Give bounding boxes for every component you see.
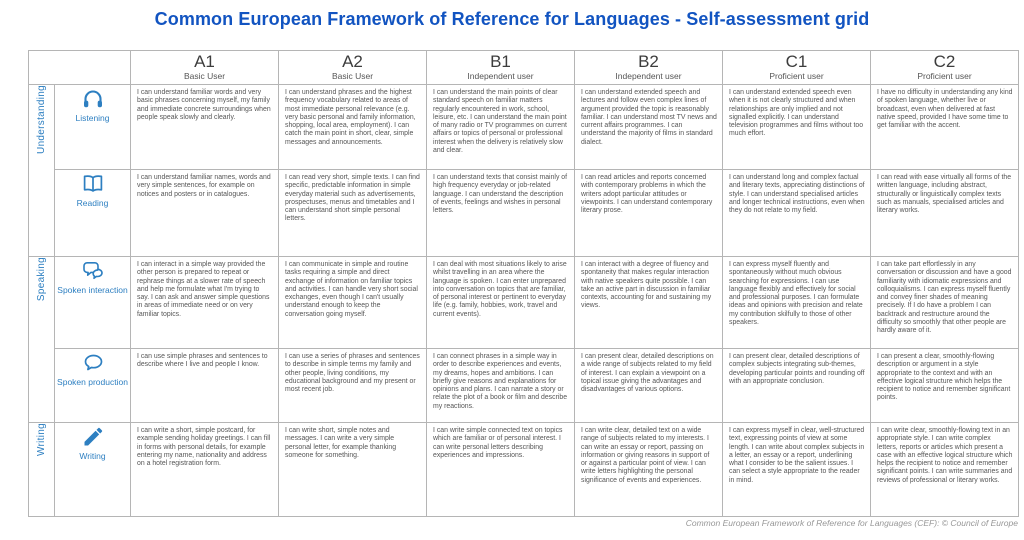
cell-spoken-interaction-b1: I can deal with most situations likely to arise whilst travelling in an area where the language is spoken. I can enter unprepared into conversation on topics that are familiar, of personal interest or pertinent to everyday life (e.g. family, hobbies, work, travel and current events).: [427, 257, 575, 349]
skill-reading: [55, 170, 131, 257]
cell-listening-c2: I have no difficulty in understanding any kind of spoken language, whether live or broadcast, even when delivered at fast native speed, provided I have some time to get familiar with the accent.: [871, 85, 1019, 170]
cell-spoken-production-a1: I can use simple phrases and sentences to describe where I live and people I know.: [131, 349, 279, 423]
pencil-icon: [81, 425, 105, 449]
open-book-icon: [81, 172, 105, 196]
row-spoken-production: [29, 349, 1019, 423]
skill-writing: [55, 423, 131, 517]
cell-spoken-production-a2: I can use a series of phrases and sentences to describe in simple terms my family and other people, living conditions, my educational background and my present or most recent job.: [279, 349, 427, 423]
cell-writing-b1: I can write simple connected text on topics which are familiar or of personal interest. I can write personal letters describing experiences and impressions.: [427, 423, 575, 517]
skill-spoken-production: [55, 349, 131, 423]
cell-writing-c2: I can write clear, smoothly-flowing text in an appropriate style. I can write complex letters, reports or articles which present a case with an effective logical structure which helps the recipient to notice and remember significant points. I can write summaries and reviews of professional or literary works.: [871, 423, 1019, 517]
level-header-c2: [871, 51, 1019, 85]
speech-bubble-icon: [81, 351, 105, 375]
level-code: C2: [933, 52, 956, 71]
level-code: B2: [638, 52, 659, 71]
level-code: C1: [785, 52, 808, 71]
cell-writing-b2: I can write clear, detailed text on a wide range of subjects related to my interests. I can write an essay or report, passing on information or giving reasons in support of or against a particular point of view. I can write letters highlighting the personal significance of events and experiences.: [575, 423, 723, 517]
section-label-text: Writing: [36, 423, 47, 457]
section-label-writing: [29, 423, 55, 517]
level-code: B1: [490, 52, 511, 71]
level-header-b2: [575, 51, 723, 85]
level-header-a1: [131, 51, 279, 85]
cell-listening-b2: I can understand extended speech and lectures and follow even complex lines of argument provided the topic is reasonably familiar. I can understand most TV news and current affairs programmes. I can understand the majority of films in standard dialect.: [575, 85, 723, 170]
cell-spoken-interaction-a1: I can interact in a simple way provided the other person is prepared to repeat or rephrase things at a slower rate of speech and help me formulate what I'm trying to say. I can ask and answer simple questions in areas of immediate need or on very familiar topics.: [131, 257, 279, 349]
cell-reading-b1: I can understand texts that consist mainly of high frequency everyday or job-related language. I can understand the description of events, feelings and wishes in personal letters.: [427, 170, 575, 257]
chat-bubbles-icon: [81, 259, 105, 283]
cell-reading-c1: I can understand long and complex factual and literary texts, appreciating distinctions of style. I can understand specialised articles and longer technical instructions, even when they do not relate to my field.: [723, 170, 871, 257]
cell-listening-a1: I can understand familiar words and very basic phrases concerning myself, my family and immediate concrete surroundings when people speak slowly and clearly.: [131, 85, 279, 170]
cell-writing-c1: I can express myself in clear, well-structured text, expressing points of view at some length. I can write about complex subjects in a letter, an essay or a report, underlining what I consider to be the salient issues. I can select a style appropriate to the reader in mind.: [723, 423, 871, 517]
skill-spoken-interaction: [55, 257, 131, 349]
cell-spoken-production-c2: I can present a clear, smoothly-flowing description or argument in a style appropriate to the context and with an effective logical structure which helps the recipient to notice and remember significant points.: [871, 349, 1019, 423]
row-writing: [29, 423, 1019, 517]
level-user-type: Basic User: [183, 71, 226, 81]
skill-label: Spoken production: [57, 377, 128, 387]
corner-cell: [29, 51, 131, 85]
row-listening: [29, 85, 1019, 170]
cell-reading-a1: I can understand familiar names, words and very simple sentences, for example on notices and posters or in catalogues.: [131, 170, 279, 257]
row-spoken-interaction: [29, 257, 1019, 349]
cell-spoken-interaction-c1: I can express myself fluently and spontaneously without much obvious searching for expressions. I can use language flexibly and effectively for social and professional purposes. I can formulate ideas and opinions with precision and relate my contribution skilfully to those of other speakers.: [723, 257, 871, 349]
level-header-b1: [427, 51, 575, 85]
level-header-a2: [279, 51, 427, 85]
skill-label: Reading: [76, 198, 109, 208]
level-user-type: Proficient user: [769, 71, 824, 81]
cell-spoken-production-b1: I can connect phrases in a simple way in order to describe experiences and events, my dreams, hopes and ambitions. I can briefly give reasons and explanations for opinions and plans. I can narrate a story or relate the plot of a book or film and describe my reactions.: [427, 349, 575, 423]
level-header-c1: [723, 51, 871, 85]
skill-label: Writing: [79, 451, 106, 461]
cell-spoken-interaction-c2: I can take part effortlessly in any conversation or discussion and have a good familiarity with idiomatic expressions and colloquialisms. I can express myself fluently and convey finer shades of meaning precisely. If I do have a problem I can backtrack and restructure around the difficulty so smoothly that other people are hardly aware of it.: [871, 257, 1019, 349]
cell-writing-a1: I can write a short, simple postcard, for example sending holiday greetings. I can fill in forms with personal details, for example entering my name, nationality and address on a hotel registration form.: [131, 423, 279, 517]
cell-reading-c2: I can read with ease virtually all forms of the written language, including abstract, structurally or linguistically complex texts such as manuals, specialised articles and literary works.: [871, 170, 1019, 257]
cell-spoken-production-b2: I can present clear, detailed descriptions on a wide range of subjects related to my field of interest. I can explain a viewpoint on a topical issue giving the advantages and disadvantages of various options.: [575, 349, 723, 423]
section-label-text: Speaking: [36, 257, 47, 302]
cell-spoken-production-c1: I can present clear, detailed descriptions of complex subjects integrating sub-themes, developing particular points and rounding off with an appropriate conclusion.: [723, 349, 871, 423]
level-user-type: Proficient user: [917, 71, 972, 81]
level-user-type: Independent user: [467, 71, 534, 81]
level-user-type: Basic User: [331, 71, 374, 81]
skill-listening: [55, 85, 131, 170]
cell-spoken-interaction-b2: I can interact with a degree of fluency and spontaneity that makes regular interaction with native speakers quite possible. I can take an active part in discussion in familiar contexts, accounting for and sustaining my views.: [575, 257, 723, 349]
level-code: A2: [342, 52, 363, 71]
cell-listening-b1: I can understand the main points of clear standard speech on familiar matters regularly encountered in work, school, leisure, etc. I can understand the main point of many radio or TV programmes on current affairs or topics of personal or professional interest when the delivery is relatively slow and clear.: [427, 85, 575, 170]
section-label-understanding: [29, 85, 55, 257]
cell-writing-a2: I can write short, simple notes and messages. I can write a very simple personal letter, for example thanking someone for something.: [279, 423, 427, 517]
row-reading: [29, 170, 1019, 257]
skill-label: Listening: [75, 113, 110, 123]
cell-reading-a2: I can read very short, simple texts. I can find specific, predictable information in simple everyday material such as advertisements, prospectuses, menus and timetables and I can understand short simple personal letters.: [279, 170, 427, 257]
section-label-speaking: [29, 257, 55, 423]
cell-spoken-interaction-a2: I can communicate in simple and routine tasks requiring a simple and direct exchange of information on familiar topics and activities. I can handle very short social exchanges, even though I can't usually understand enough to keep the conversation going myself.: [279, 257, 427, 349]
page-title: Common European Framework of Reference for Languages - Self-assessment grid: [154, 9, 870, 29]
cell-reading-b2: I can read articles and reports concerned with contemporary problems in which the writers adopt particular attitudes or viewpoints. I can understand contemporary literary prose.: [575, 170, 723, 257]
section-label-text: Understanding: [36, 85, 47, 154]
copyright-note: Common European Framework of Reference for Languages (CEF): © Council of Europe: [685, 518, 1018, 528]
headphones-icon: [81, 87, 105, 111]
level-user-type: Independent user: [615, 71, 682, 81]
skill-label: Spoken interaction: [57, 285, 128, 295]
cell-listening-c1: I can understand extended speech even when it is not clearly structured and when relationships are only implied and not signalled explicitly. I can understand television programmes and films without too much effort.: [723, 85, 871, 170]
level-code: A1: [194, 52, 215, 71]
level-header-row: [29, 51, 1019, 85]
cell-listening-a2: I can understand phrases and the highest frequency vocabulary related to areas of most immediate personal relevance (e.g. very basic personal and family information, shopping, local area, employment). I can catch the main point in short, clear, simple messages and announcements.: [279, 85, 427, 170]
cefr-grid: [28, 50, 1019, 517]
